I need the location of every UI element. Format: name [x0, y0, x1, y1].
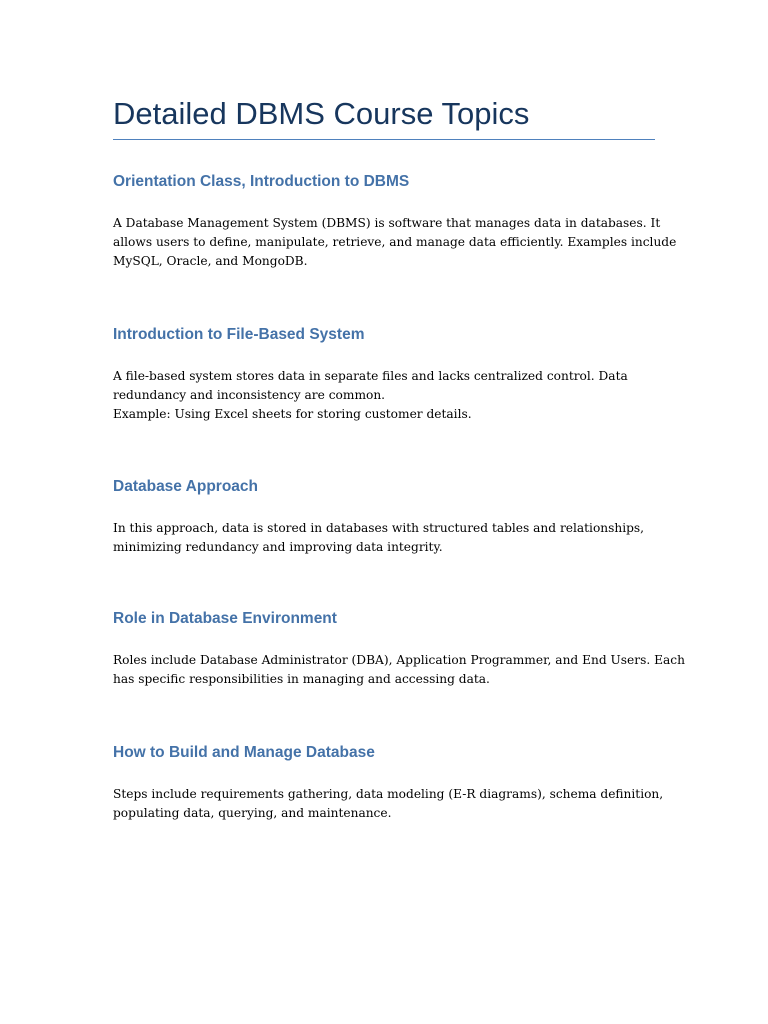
section-body [113, 764, 664, 823]
body-line: MySQL, Oracle, and MongoDB. [113, 254, 308, 268]
body-line: In this approach, data is stored in databases with structured tables and relationships, [113, 521, 645, 535]
body-line: allows users to define, manipulate, retrieve, and manage data efficiently. Examples include [113, 235, 677, 249]
document-title: Detailed DBMS Course Topics [113, 96, 530, 131]
section-build-and-manage [113, 742, 664, 823]
body-line: A Database Management System (DBMS) is software that manages data in databases. It [113, 216, 661, 230]
section-heading: Introduction to File-Based System [113, 326, 365, 343]
section-body [113, 498, 658, 557]
section-database-approach [113, 476, 658, 557]
body-line: A file-based system stores data in separate files and lacks centralized control. Data [113, 369, 628, 383]
section-body [113, 346, 658, 424]
body-line: populating data, querying, and maintenance. [113, 806, 392, 820]
body-line: Steps include requirements gathering, data modeling (E-R diagrams), schema definition, [113, 787, 664, 801]
section-body [113, 630, 685, 689]
section-role-in-environment [113, 608, 685, 689]
body-line: Example: Using Excel sheets for storing customer details. [113, 407, 472, 421]
section-orientation [113, 171, 677, 271]
section-heading: Role in Database Environment [113, 610, 337, 627]
body-line: has specific responsibilities in managing and accessing data. [113, 672, 490, 686]
section-body [113, 193, 677, 271]
section-heading: How to Build and Manage Database [113, 744, 375, 761]
section-heading: Database Approach [113, 478, 258, 495]
section-heading: Orientation Class, Introduction to DBMS [113, 173, 410, 190]
title-underline [113, 139, 655, 140]
section-file-based-system [113, 324, 658, 424]
body-line: redundancy and inconsistency are common. [113, 388, 386, 402]
body-line: minimizing redundancy and improving data integrity. [113, 540, 443, 554]
body-line: Roles include Database Administrator (DBA), Application Programmer, and End Users. Each [113, 653, 685, 667]
